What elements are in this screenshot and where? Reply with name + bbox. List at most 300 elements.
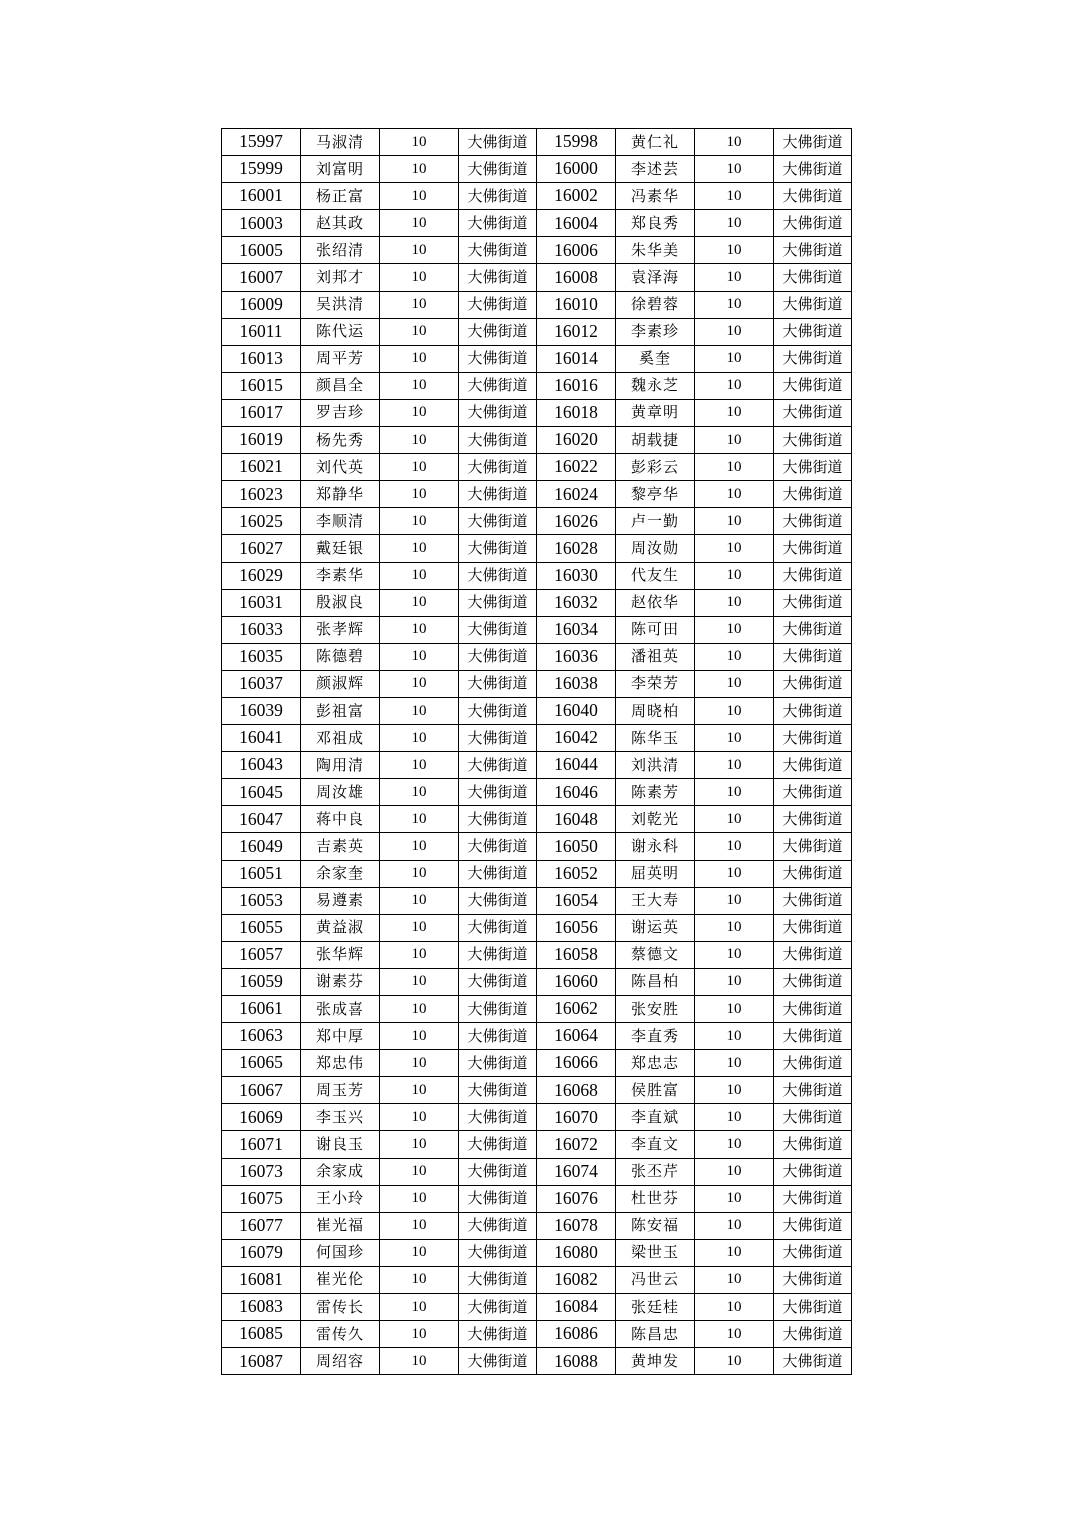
entry-name-cell: 张绍清: [301, 237, 380, 264]
entry-score-cell: 10: [380, 1104, 459, 1131]
entry-name-cell: 李述芸: [616, 156, 695, 183]
table-row: [222, 210, 852, 237]
entry-id-cell: 16047: [222, 806, 301, 833]
entry-score-cell: 10: [695, 156, 774, 183]
entry-name-cell: 张丕芹: [616, 1158, 695, 1185]
entry-street-cell: 大佛街道: [459, 1266, 537, 1293]
entry-street-cell: 大佛街道: [774, 860, 852, 887]
entry-street-cell: 大佛街道: [774, 752, 852, 779]
entry-id-cell: 16035: [222, 643, 301, 670]
entry-street-cell: 大佛街道: [459, 264, 537, 291]
entry-street-cell: 大佛街道: [459, 129, 537, 156]
entry-street-cell: 大佛街道: [459, 616, 537, 643]
entry-id-cell: 16046: [537, 779, 616, 806]
entry-score-cell: 10: [695, 399, 774, 426]
entry-score-cell: 10: [695, 508, 774, 535]
entry-score-cell: 10: [380, 725, 459, 752]
entry-name-cell: 戴廷银: [301, 535, 380, 562]
table-row: [222, 1077, 852, 1104]
entry-id-cell: 16026: [537, 508, 616, 535]
table-row: [222, 1266, 852, 1293]
entry-score-cell: 10: [695, 643, 774, 670]
entry-score-cell: 10: [695, 1266, 774, 1293]
entry-street-cell: 大佛街道: [459, 697, 537, 724]
entry-id-cell: 16031: [222, 589, 301, 616]
entry-street-cell: 大佛街道: [459, 833, 537, 860]
entry-name-cell: 周汝雄: [301, 779, 380, 806]
entry-score-cell: 10: [380, 779, 459, 806]
entry-score-cell: 10: [380, 752, 459, 779]
entry-name-cell: 李直文: [616, 1131, 695, 1158]
entry-name-cell: 杜世芬: [616, 1185, 695, 1212]
entry-name-cell: 王小玲: [301, 1185, 380, 1212]
entry-id-cell: 16066: [537, 1050, 616, 1077]
table-row: [222, 1185, 852, 1212]
table-row: [222, 318, 852, 345]
entry-score-cell: 10: [695, 454, 774, 481]
entry-street-cell: 大佛街道: [459, 806, 537, 833]
table-row: [222, 1104, 852, 1131]
table-row: [222, 427, 852, 454]
entry-street-cell: 大佛街道: [459, 345, 537, 372]
table-row: [222, 779, 852, 806]
entry-id-cell: 16001: [222, 183, 301, 210]
entry-score-cell: 10: [380, 1077, 459, 1104]
entry-score-cell: 10: [695, 1158, 774, 1185]
entry-id-cell: 16013: [222, 345, 301, 372]
entry-street-cell: 大佛街道: [459, 643, 537, 670]
entry-street-cell: 大佛街道: [459, 1158, 537, 1185]
entry-id-cell: 16065: [222, 1050, 301, 1077]
entry-score-cell: 10: [695, 1294, 774, 1321]
entry-name-cell: 易遵素: [301, 887, 380, 914]
entry-id-cell: 16017: [222, 399, 301, 426]
entry-score-cell: 10: [695, 1321, 774, 1348]
entry-id-cell: 16069: [222, 1104, 301, 1131]
entry-name-cell: 周绍容: [301, 1348, 380, 1375]
entry-street-cell: 大佛街道: [774, 914, 852, 941]
entry-name-cell: 刘富明: [301, 156, 380, 183]
entry-name-cell: 黄坤发: [616, 1348, 695, 1375]
entry-id-cell: 16003: [222, 210, 301, 237]
entry-score-cell: 10: [380, 454, 459, 481]
entry-name-cell: 王大寿: [616, 887, 695, 914]
entry-street-cell: 大佛街道: [774, 1185, 852, 1212]
entry-id-cell: 16086: [537, 1321, 616, 1348]
entry-id-cell: 16042: [537, 725, 616, 752]
entry-street-cell: 大佛街道: [459, 291, 537, 318]
table-row: [222, 1321, 852, 1348]
entry-street-cell: 大佛街道: [459, 183, 537, 210]
entry-name-cell: 郑中厚: [301, 1023, 380, 1050]
entry-id-cell: 16072: [537, 1131, 616, 1158]
entry-name-cell: 杨先秀: [301, 427, 380, 454]
entry-score-cell: 10: [695, 616, 774, 643]
entry-name-cell: 陶用清: [301, 752, 380, 779]
entry-id-cell: 16021: [222, 454, 301, 481]
entry-id-cell: 16012: [537, 318, 616, 345]
roster-table: [221, 128, 852, 1375]
table-row: [222, 968, 852, 995]
entry-score-cell: 10: [380, 589, 459, 616]
entry-name-cell: 陈华玉: [616, 725, 695, 752]
entry-street-cell: 大佛街道: [774, 996, 852, 1023]
entry-score-cell: 10: [380, 210, 459, 237]
entry-street-cell: 大佛街道: [774, 291, 852, 318]
entry-name-cell: 李顺清: [301, 508, 380, 535]
entry-name-cell: 黄仁礼: [616, 129, 695, 156]
entry-street-cell: 大佛街道: [774, 1266, 852, 1293]
entry-name-cell: 代友生: [616, 562, 695, 589]
entry-score-cell: 10: [695, 481, 774, 508]
entry-score-cell: 10: [380, 968, 459, 995]
entry-score-cell: 10: [695, 562, 774, 589]
entry-street-cell: 大佛街道: [774, 1077, 852, 1104]
entry-score-cell: 10: [695, 1104, 774, 1131]
entry-id-cell: 16020: [537, 427, 616, 454]
entry-id-cell: 16006: [537, 237, 616, 264]
entry-score-cell: 10: [695, 589, 774, 616]
entry-name-cell: 罗吉珍: [301, 399, 380, 426]
entry-name-cell: 张华辉: [301, 941, 380, 968]
entry-id-cell: 16084: [537, 1294, 616, 1321]
table-row: [222, 589, 852, 616]
entry-street-cell: 大佛街道: [459, 318, 537, 345]
entry-name-cell: 袁泽海: [616, 264, 695, 291]
table-row: [222, 643, 852, 670]
entry-name-cell: 李直秀: [616, 1023, 695, 1050]
entry-score-cell: 10: [695, 318, 774, 345]
entry-street-cell: 大佛街道: [459, 1077, 537, 1104]
entry-score-cell: 10: [380, 318, 459, 345]
entry-name-cell: 颜淑辉: [301, 670, 380, 697]
entry-score-cell: 10: [380, 941, 459, 968]
entry-score-cell: 10: [695, 291, 774, 318]
entry-street-cell: 大佛街道: [774, 129, 852, 156]
table-row: [222, 535, 852, 562]
entry-name-cell: 殷淑良: [301, 589, 380, 616]
table-row: [222, 1212, 852, 1239]
entry-name-cell: 李直斌: [616, 1104, 695, 1131]
entry-id-cell: 15997: [222, 129, 301, 156]
entry-street-cell: 大佛街道: [774, 1131, 852, 1158]
entry-name-cell: 谢运英: [616, 914, 695, 941]
entry-street-cell: 大佛街道: [459, 1348, 537, 1375]
entry-name-cell: 李荣芳: [616, 670, 695, 697]
table-row: [222, 264, 852, 291]
entry-score-cell: 10: [695, 1185, 774, 1212]
table-row: [222, 752, 852, 779]
entry-score-cell: 10: [695, 1212, 774, 1239]
entry-name-cell: 余家成: [301, 1158, 380, 1185]
entry-name-cell: 颜昌全: [301, 372, 380, 399]
entry-id-cell: 16019: [222, 427, 301, 454]
entry-score-cell: 10: [380, 345, 459, 372]
table-row: [222, 1131, 852, 1158]
entry-name-cell: 赵其政: [301, 210, 380, 237]
entry-score-cell: 10: [695, 697, 774, 724]
entry-score-cell: 10: [695, 914, 774, 941]
entry-score-cell: 10: [695, 1077, 774, 1104]
entry-name-cell: 何国珍: [301, 1239, 380, 1266]
entry-name-cell: 侯胜富: [616, 1077, 695, 1104]
entry-name-cell: 吉素英: [301, 833, 380, 860]
entry-id-cell: 16057: [222, 941, 301, 968]
entry-id-cell: 16059: [222, 968, 301, 995]
entry-id-cell: 16000: [537, 156, 616, 183]
entry-name-cell: 陈昌忠: [616, 1321, 695, 1348]
entry-score-cell: 10: [380, 1212, 459, 1239]
entry-street-cell: 大佛街道: [774, 399, 852, 426]
entry-street-cell: 大佛街道: [774, 156, 852, 183]
entry-id-cell: 16054: [537, 887, 616, 914]
entry-street-cell: 大佛街道: [774, 887, 852, 914]
entry-name-cell: 周平芳: [301, 345, 380, 372]
entry-id-cell: 16083: [222, 1294, 301, 1321]
entry-name-cell: 邓祖成: [301, 725, 380, 752]
table-row: [222, 616, 852, 643]
entry-id-cell: 16030: [537, 562, 616, 589]
table-row: [222, 1158, 852, 1185]
entry-id-cell: 15999: [222, 156, 301, 183]
entry-name-cell: 郑良秀: [616, 210, 695, 237]
entry-id-cell: 16025: [222, 508, 301, 535]
table-row: [222, 860, 852, 887]
entry-name-cell: 黄益淑: [301, 914, 380, 941]
entry-id-cell: 16011: [222, 318, 301, 345]
entry-id-cell: 16073: [222, 1158, 301, 1185]
entry-score-cell: 10: [380, 996, 459, 1023]
table-row: [222, 1050, 852, 1077]
entry-id-cell: 16077: [222, 1212, 301, 1239]
table-row: [222, 1294, 852, 1321]
entry-score-cell: 10: [695, 806, 774, 833]
entry-street-cell: 大佛街道: [774, 1158, 852, 1185]
entry-id-cell: 16058: [537, 941, 616, 968]
entry-id-cell: 16067: [222, 1077, 301, 1104]
entry-id-cell: 16028: [537, 535, 616, 562]
table-row: [222, 1348, 852, 1375]
entry-street-cell: 大佛街道: [774, 1294, 852, 1321]
entry-id-cell: 16010: [537, 291, 616, 318]
entry-score-cell: 10: [380, 508, 459, 535]
entry-street-cell: 大佛街道: [774, 427, 852, 454]
entry-street-cell: 大佛街道: [774, 616, 852, 643]
entry-id-cell: 16078: [537, 1212, 616, 1239]
entry-id-cell: 16036: [537, 643, 616, 670]
entry-id-cell: 16044: [537, 752, 616, 779]
entry-street-cell: 大佛街道: [459, 725, 537, 752]
entry-score-cell: 10: [380, 1023, 459, 1050]
entry-street-cell: 大佛街道: [774, 806, 852, 833]
entry-street-cell: 大佛街道: [774, 941, 852, 968]
entry-score-cell: 10: [380, 697, 459, 724]
entry-street-cell: 大佛街道: [459, 237, 537, 264]
entry-id-cell: 16004: [537, 210, 616, 237]
entry-id-cell: 16087: [222, 1348, 301, 1375]
entry-id-cell: 15998: [537, 129, 616, 156]
entry-street-cell: 大佛街道: [774, 1050, 852, 1077]
entry-street-cell: 大佛街道: [774, 968, 852, 995]
entry-name-cell: 彭彩云: [616, 454, 695, 481]
entry-street-cell: 大佛街道: [774, 508, 852, 535]
entry-id-cell: 16082: [537, 1266, 616, 1293]
entry-score-cell: 10: [380, 887, 459, 914]
entry-street-cell: 大佛街道: [774, 589, 852, 616]
entry-street-cell: 大佛街道: [459, 941, 537, 968]
entry-id-cell: 16053: [222, 887, 301, 914]
entry-id-cell: 16041: [222, 725, 301, 752]
entry-street-cell: 大佛街道: [774, 670, 852, 697]
entry-name-cell: 陈代运: [301, 318, 380, 345]
table-row: [222, 345, 852, 372]
entry-street-cell: 大佛街道: [459, 1321, 537, 1348]
entry-id-cell: 16071: [222, 1131, 301, 1158]
entry-street-cell: 大佛街道: [459, 210, 537, 237]
entry-name-cell: 刘邦才: [301, 264, 380, 291]
entry-street-cell: 大佛街道: [459, 1212, 537, 1239]
entry-name-cell: 崔光伦: [301, 1266, 380, 1293]
entry-score-cell: 10: [380, 399, 459, 426]
table-row: [222, 481, 852, 508]
entry-score-cell: 10: [695, 210, 774, 237]
entry-name-cell: 陈德碧: [301, 643, 380, 670]
entry-id-cell: 16027: [222, 535, 301, 562]
table-row: [222, 887, 852, 914]
entry-name-cell: 郑静华: [301, 481, 380, 508]
entry-street-cell: 大佛街道: [774, 318, 852, 345]
entry-score-cell: 10: [695, 535, 774, 562]
entry-score-cell: 10: [695, 887, 774, 914]
entry-street-cell: 大佛街道: [459, 968, 537, 995]
entry-id-cell: 16048: [537, 806, 616, 833]
entry-id-cell: 16033: [222, 616, 301, 643]
entry-name-cell: 杨正富: [301, 183, 380, 210]
entry-name-cell: 李玉兴: [301, 1104, 380, 1131]
table-row: [222, 1023, 852, 1050]
entry-id-cell: 16016: [537, 372, 616, 399]
entry-name-cell: 蔡德文: [616, 941, 695, 968]
entry-score-cell: 10: [695, 779, 774, 806]
entry-score-cell: 10: [695, 1023, 774, 1050]
entry-score-cell: 10: [695, 264, 774, 291]
entry-score-cell: 10: [380, 481, 459, 508]
table-row: [222, 183, 852, 210]
table-row: [222, 914, 852, 941]
entry-score-cell: 10: [380, 1348, 459, 1375]
entry-street-cell: 大佛街道: [459, 589, 537, 616]
entry-id-cell: 16023: [222, 481, 301, 508]
entry-score-cell: 10: [695, 752, 774, 779]
table-row: [222, 129, 852, 156]
entry-score-cell: 10: [380, 1239, 459, 1266]
entry-name-cell: 陈素芳: [616, 779, 695, 806]
entry-score-cell: 10: [380, 670, 459, 697]
entry-score-cell: 10: [380, 616, 459, 643]
entry-id-cell: 16051: [222, 860, 301, 887]
entry-name-cell: 陈安福: [616, 1212, 695, 1239]
entry-street-cell: 大佛街道: [774, 1023, 852, 1050]
entry-street-cell: 大佛街道: [774, 833, 852, 860]
entry-id-cell: 16009: [222, 291, 301, 318]
entry-score-cell: 10: [380, 1158, 459, 1185]
table-row: [222, 291, 852, 318]
entry-score-cell: 10: [695, 1239, 774, 1266]
entry-id-cell: 16034: [537, 616, 616, 643]
entry-score-cell: 10: [695, 1131, 774, 1158]
entry-score-cell: 10: [695, 941, 774, 968]
entry-name-cell: 吴洪清: [301, 291, 380, 318]
entry-id-cell: 16080: [537, 1239, 616, 1266]
entry-score-cell: 10: [695, 1050, 774, 1077]
entry-score-cell: 10: [380, 1321, 459, 1348]
entry-street-cell: 大佛街道: [459, 1185, 537, 1212]
entry-id-cell: 16015: [222, 372, 301, 399]
entry-id-cell: 16085: [222, 1321, 301, 1348]
entry-name-cell: 梁世玉: [616, 1239, 695, 1266]
entry-street-cell: 大佛街道: [774, 372, 852, 399]
table-row: [222, 156, 852, 183]
entry-street-cell: 大佛街道: [459, 454, 537, 481]
entry-name-cell: 屈英明: [616, 860, 695, 887]
entry-street-cell: 大佛街道: [774, 697, 852, 724]
entry-id-cell: 16075: [222, 1185, 301, 1212]
entry-id-cell: 16070: [537, 1104, 616, 1131]
entry-score-cell: 10: [380, 129, 459, 156]
table-row: [222, 237, 852, 264]
entry-score-cell: 10: [380, 264, 459, 291]
entry-id-cell: 16002: [537, 183, 616, 210]
entry-score-cell: 10: [695, 968, 774, 995]
entry-street-cell: 大佛街道: [459, 1131, 537, 1158]
entry-score-cell: 10: [695, 833, 774, 860]
entry-name-cell: 张廷桂: [616, 1294, 695, 1321]
entry-street-cell: 大佛街道: [774, 1212, 852, 1239]
entry-score-cell: 10: [695, 1348, 774, 1375]
entry-score-cell: 10: [380, 535, 459, 562]
entry-name-cell: 张成喜: [301, 996, 380, 1023]
entry-name-cell: 李素珍: [616, 318, 695, 345]
entry-id-cell: 16018: [537, 399, 616, 426]
table-row: [222, 372, 852, 399]
entry-street-cell: 大佛街道: [459, 372, 537, 399]
entry-score-cell: 10: [695, 670, 774, 697]
entry-score-cell: 10: [380, 643, 459, 670]
entry-id-cell: 16088: [537, 1348, 616, 1375]
entry-name-cell: 蒋中良: [301, 806, 380, 833]
entry-street-cell: 大佛街道: [459, 156, 537, 183]
entry-id-cell: 16064: [537, 1023, 616, 1050]
entry-score-cell: 10: [380, 914, 459, 941]
entry-score-cell: 10: [695, 725, 774, 752]
entry-street-cell: 大佛街道: [459, 535, 537, 562]
table-row: [222, 508, 852, 535]
roster-table-body: [222, 129, 852, 1375]
table-row: [222, 941, 852, 968]
entry-score-cell: 10: [380, 1131, 459, 1158]
entry-street-cell: 大佛街道: [774, 237, 852, 264]
entry-name-cell: 胡载捷: [616, 427, 695, 454]
entry-score-cell: 10: [695, 372, 774, 399]
entry-name-cell: 雷传长: [301, 1294, 380, 1321]
entry-score-cell: 10: [695, 427, 774, 454]
entry-score-cell: 10: [695, 345, 774, 372]
table-row: [222, 806, 852, 833]
entry-name-cell: 潘祖英: [616, 643, 695, 670]
entry-score-cell: 10: [380, 156, 459, 183]
entry-street-cell: 大佛街道: [459, 562, 537, 589]
entry-street-cell: 大佛街道: [459, 1294, 537, 1321]
